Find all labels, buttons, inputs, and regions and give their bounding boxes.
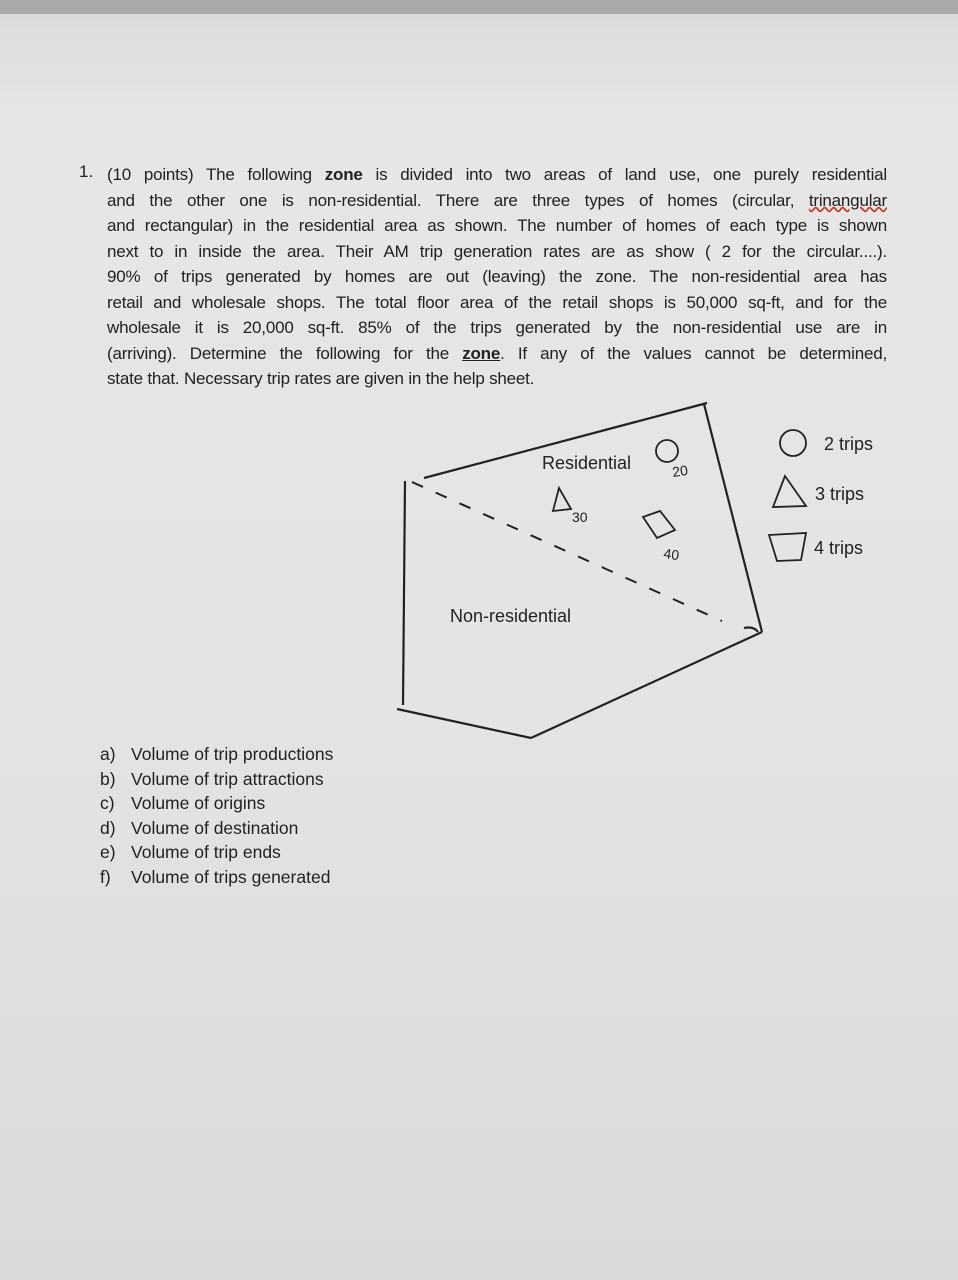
question-line: 90% of trips generated by homes are out (leaving) the zone. The non-residential area has (107, 267, 887, 286)
part-item: b) Volume of trip attractions (100, 768, 324, 789)
question-line: wholesale it is 20,000 sq-ft. 85% of the trips generated by the non-residential use are in (107, 318, 887, 337)
square-count: 40 (662, 545, 681, 564)
part-item: a) Volume of trip productions (100, 744, 334, 764)
legend-label: 3 trips (815, 484, 865, 504)
part-item: f) Volume of trips generated (100, 866, 331, 887)
triangle-home-icon (553, 488, 571, 511)
question-line: next to in inside the area. Their AM trip generation rates are as show ( 2 for the circular....). (107, 241, 887, 261)
circle-home-icon (656, 440, 678, 462)
circle-count: 20 (671, 461, 689, 480)
question-line: state that. Necessary trip rates are given in the help sheet. (107, 369, 535, 388)
question-line: (arriving). Determine the following for the zone. If any of the values cannot be determined, (107, 343, 887, 363)
misspelled-word: trinangular (808, 190, 887, 210)
square-home-icon (643, 511, 675, 538)
question-number: 1. (79, 162, 94, 181)
part-item: d) Volume of destination (100, 817, 299, 838)
question-line: (10 points) The following zone is divided into two areas of land use, one purely residential (107, 165, 887, 184)
question-parts (100, 742, 333, 890)
legend-triangle-icon (773, 476, 806, 507)
legend-label: 4 trips (814, 538, 864, 558)
legend-label: 2 trips (824, 434, 874, 454)
part-item: e) Volume of trip ends (100, 842, 281, 863)
question-line: and rectangular) in the residential area as shown. The number of homes of each type is shown (107, 216, 887, 235)
question-line: and the other one is non-residential. There are three types of homes (circular, trinangular (107, 190, 887, 210)
nonresidential-label: Non-residential (450, 606, 572, 626)
part-item: c) Volume of origins (100, 793, 266, 814)
question-line: retail and wholesale shops. The total floor area of the retail shops is 50,000 sq-ft, and for the (107, 292, 887, 312)
triangle-count: 30 (572, 509, 588, 525)
residential-label: Residential (542, 453, 632, 473)
legend (769, 430, 873, 561)
legend-circle-icon (780, 430, 806, 456)
legend-square-icon (769, 533, 806, 561)
